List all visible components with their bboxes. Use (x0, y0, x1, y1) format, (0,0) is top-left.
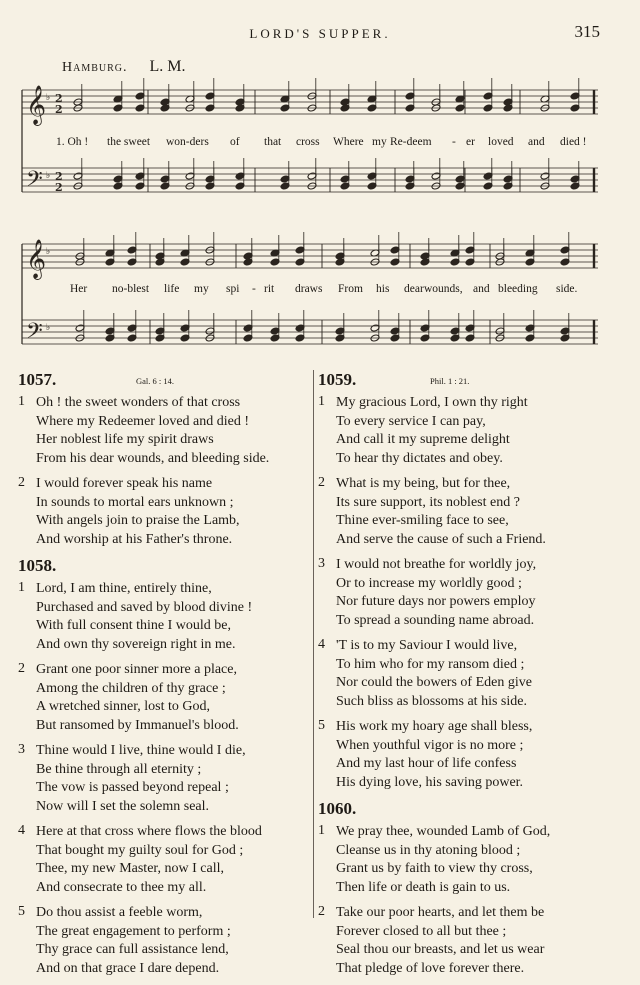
lyric-syllable: life (164, 283, 180, 295)
tune-meter: L. M. (149, 58, 186, 75)
lyric-syllable: my (194, 283, 209, 295)
flat-icon: ♭ (46, 93, 51, 103)
verse-line: In sounds to mortal ears unknown ; (36, 494, 234, 510)
hymn-number: 1059. (318, 370, 357, 389)
verse-line: Grant one poor sinner more a place, (36, 662, 237, 677)
lyric-syllable: Her (70, 283, 88, 295)
treble-clef-icon: 𝄞 (26, 239, 47, 279)
stanza (318, 718, 620, 792)
verse-line: Among the children of thy grace ; (36, 680, 226, 696)
verse-line: Then life or death is gain to us. (336, 879, 511, 895)
verse-line: Grant us by faith to view thy cross, (336, 861, 533, 876)
verse-line: Thy grace can full assistance lend, (36, 942, 229, 957)
page-header (0, 22, 640, 46)
verse-line: From his dear wounds, and bleeding side. (36, 450, 270, 466)
hymn-heading (318, 370, 620, 394)
verse-line: And my last hour of life confess (336, 756, 517, 771)
verse-line: Here at that cross where flows the blood (36, 824, 262, 839)
hymn-number: 1057. (18, 370, 57, 389)
stanza (318, 394, 620, 468)
lyric-syllable: my (372, 136, 387, 148)
bass-clef-icon: 𝄢 (26, 167, 43, 197)
lyric-syllable: From (338, 283, 363, 295)
treble-clef-icon: 𝄞 (26, 85, 47, 125)
running-title: LORD'S SUPPER. (249, 26, 391, 41)
tune-name: Hamburg. (62, 60, 128, 75)
stanza (318, 637, 620, 711)
hymn-heading (18, 370, 313, 394)
verse-line: Thine ever-smiling face to see, (336, 513, 509, 528)
lyric-syllable: and (473, 283, 490, 295)
verse-line: Its sure support, its noblest end ? (336, 494, 520, 510)
scripture-reference: Phil. 1 : 21. (430, 376, 470, 386)
lyric-syllable: Re-deem (390, 136, 432, 148)
lyric-syllable: 1. Oh ! (56, 136, 89, 148)
lyric-syllable: cross (296, 136, 320, 148)
stanza-number: 5 (318, 718, 325, 733)
stanza-number: 4 (318, 637, 325, 652)
verse-line: Do thou assist a feeble worm, (36, 905, 203, 920)
lyric-syllable: er (466, 136, 475, 148)
stanza-number: 1 (318, 823, 325, 838)
verse-line: And own thy sovereign right in me. (36, 636, 236, 652)
stanza-number: 1 (18, 580, 25, 595)
flat-icon: ♭ (46, 323, 51, 333)
time-sig-icon: 2 (55, 103, 63, 116)
verse-line: And serve the cause of such a Friend. (336, 531, 546, 547)
stanza (18, 823, 313, 897)
bass-clef-icon: 𝄢 (26, 319, 43, 349)
lyric-syllable: spi (226, 283, 240, 295)
verse-line: I would forever speak his name (36, 476, 213, 491)
stanza (18, 904, 313, 978)
verse-line: And consecrate to thee my all. (36, 879, 207, 895)
verse-line: His dying love, his saving power. (336, 774, 524, 790)
verse-line: To spread a sounding name abroad. (336, 612, 535, 628)
verse-line: A wretched sinner, lost to God, (36, 699, 211, 714)
verse-line: What is my being, but for thee, (336, 476, 511, 491)
verse-line: With angels join to praise the Lamb, (36, 513, 240, 528)
hymn-heading (18, 556, 313, 580)
stanza (318, 823, 620, 897)
verse-line: But ransomed by Immanuel's blood. (36, 717, 239, 733)
stanza (318, 475, 620, 549)
lyric-syllable: - (252, 283, 256, 295)
verse-line: And call it my supreme delight (336, 432, 510, 447)
lyric-syllable: wounds, (424, 283, 463, 295)
music-score (0, 78, 640, 368)
lyric-syllable: that (264, 136, 282, 148)
verse-line: Oh ! the sweet wonders of that cross (36, 395, 241, 410)
lyric-syllable: his (376, 283, 390, 295)
verse-line: My gracious Lord, I own thy right (336, 395, 528, 410)
stanza-number: 1 (18, 394, 25, 409)
verse-line: Nor could the bowers of Eden give (336, 675, 532, 690)
stanza-number: 2 (318, 475, 325, 490)
scripture-reference: Gal. 6 : 14. (136, 376, 175, 386)
lyric-syllable: of (230, 136, 240, 148)
stanza-number: 3 (318, 556, 325, 571)
stanza-number: 5 (18, 904, 25, 919)
verse-line: Where my Redeemer loved and died ! (36, 413, 250, 429)
verse-line: I would not breathe for worldly joy, (336, 557, 537, 572)
verse-line: Purchased and saved by blood divine ! (36, 599, 253, 615)
stanza (18, 580, 313, 654)
verse-line: Now will I set the solemn seal. (36, 798, 210, 814)
lyric-syllable: rit (264, 283, 275, 295)
verse-line: Be thine through all eternity ; (36, 761, 202, 777)
verse-line: Or to increase my worldly good ; (336, 575, 522, 591)
verse-line: When youthful vigor is no more ; (336, 737, 524, 753)
flat-icon: ♭ (46, 171, 51, 181)
time-sig-icon: 2 (55, 170, 63, 183)
stanza (318, 904, 620, 978)
stanza (18, 475, 313, 549)
verse-line: Nor future days nor powers employ (336, 594, 536, 609)
tune-heading (62, 58, 186, 76)
verse-line: Seal thou our breasts, and let us wear (336, 942, 545, 957)
hymn-number: 1058. (18, 556, 57, 575)
stanza-number: 2 (18, 661, 25, 676)
lyric-syllable: dear (404, 283, 424, 295)
verse-line: Such bliss as blossoms at his side. (336, 693, 527, 709)
hymn-number: 1060. (318, 799, 357, 818)
stanza-number: 1 (318, 394, 325, 409)
verse-line: To him who for my ransom died ; (336, 656, 525, 672)
stanza-number: 3 (18, 742, 25, 757)
flat-icon: ♭ (46, 247, 51, 257)
stanza (18, 394, 313, 468)
hymn-heading (318, 799, 620, 823)
verse-line: That bought my guilty soul for God ; (36, 842, 244, 858)
verse-line: Lord, I am thine, entirely thine, (36, 581, 212, 596)
left-column (18, 370, 313, 985)
lyric-syllable: Where (333, 136, 364, 148)
lyric-syllable: won-ders (166, 136, 209, 148)
stanza (18, 661, 313, 735)
verse-line: The great engagement to perform ; (36, 923, 231, 939)
verse-line: Cleanse us in thy atoning blood ; (336, 842, 521, 858)
stanza-number: 2 (18, 475, 25, 490)
verse-line: And worship at his Father's throne. (36, 531, 233, 547)
verse-line: Thee, my new Master, now I call, (36, 861, 224, 876)
lyric-syllable: - (452, 136, 456, 148)
verse-line: To hear thy dictates and obey. (336, 450, 503, 466)
verse-line: 'T is to my Saviour I would live, (336, 638, 518, 653)
stanza-number: 2 (318, 904, 325, 919)
time-sig-icon: 2 (55, 181, 63, 194)
lyric-syllable: no-blest (112, 283, 150, 295)
lyric-syllable: died ! (560, 136, 587, 148)
verse-line: To every service I can pay, (336, 413, 486, 429)
lyric-syllable: bleeding (498, 283, 538, 295)
stanza-number: 4 (18, 823, 25, 838)
verse-line: Take our poor hearts, and let them be (336, 905, 545, 920)
lyric-syllable: side. (556, 283, 578, 295)
stanza (318, 556, 620, 630)
stanza (18, 742, 313, 816)
right-column (318, 370, 620, 985)
lyric-syllable: and (528, 136, 545, 148)
verse-line: Her noblest life my spirit draws (36, 432, 214, 447)
verse-line: With full consent thine I would be, (36, 618, 232, 633)
page-number: 315 (574, 22, 600, 41)
verse-line: We pray thee, wounded Lamb of God, (336, 824, 551, 839)
verse-line: Forever closed to all but thee ; (336, 923, 507, 939)
verse-line: Thine would I live, thine would I die, (36, 743, 246, 758)
lyric-syllable: loved (488, 136, 514, 148)
verse-line: And on that grace I dare depend. (36, 960, 220, 976)
lyric-syllable: draws (295, 283, 323, 295)
verse-line: His work my hoary age shall bless, (336, 719, 533, 734)
lyric-syllable: the sweet (107, 136, 151, 148)
time-sig-icon: 2 (55, 92, 63, 105)
verse-line: The vow is passed beyond repeal ; (36, 780, 229, 795)
column-divider (313, 370, 314, 918)
verse-line: That pledge of love forever there. (336, 960, 525, 976)
